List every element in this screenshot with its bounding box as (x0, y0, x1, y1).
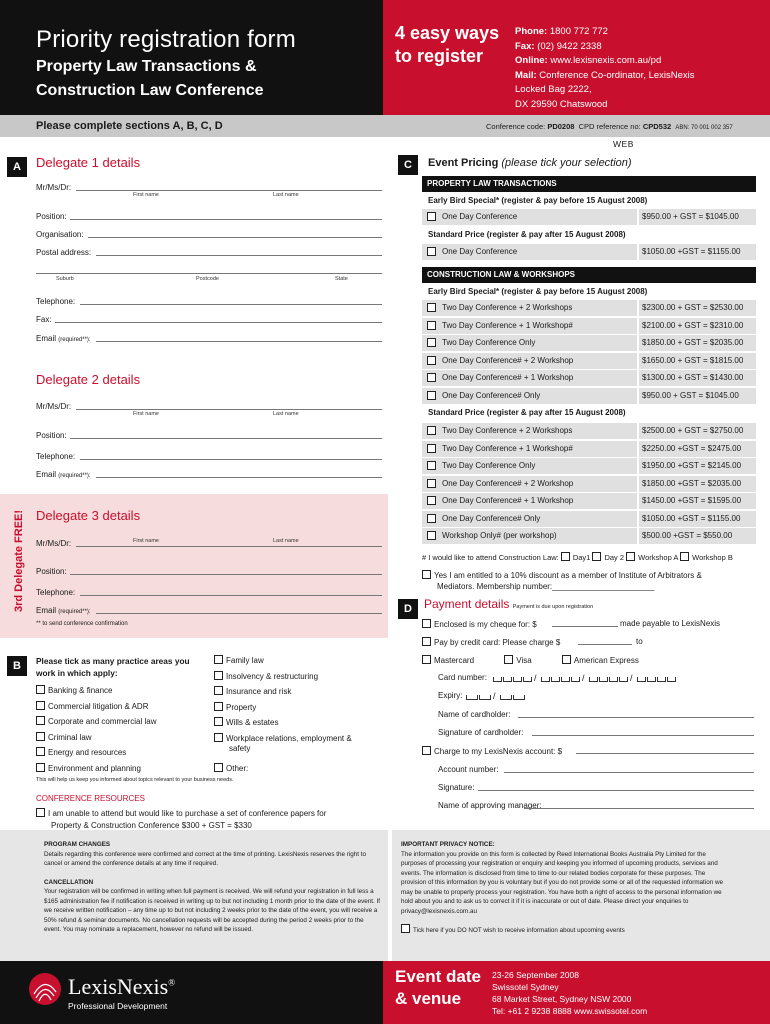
cl-early-name: One Day Conference# + 1 Workshop (442, 373, 574, 382)
resources-option: I am unable to attend but would like to purchase a set of conference papers for Property & Construction Conference $300 + GST = $330 (36, 808, 326, 832)
cl-standard-row[interactable] (422, 441, 756, 457)
plt-header: PROPERTY LAW TRANSACTIONS (422, 176, 756, 192)
practice-area-left-checkbox[interactable] (36, 716, 45, 725)
practice-area-right-item[interactable] (214, 702, 256, 712)
cl-early-price: $1650.00 + GST = $1815.00 (637, 353, 756, 369)
card-option: Pay by credit card: Please charge $ (422, 637, 560, 647)
d3-telephone-field[interactable] (80, 595, 382, 596)
contact-block (515, 25, 765, 112)
cl-early-row[interactable] (422, 353, 756, 369)
practice-area-left-label: Banking & finance (48, 686, 113, 695)
postcode-caption: Postcode (196, 276, 219, 282)
cl-early-row[interactable] (422, 300, 756, 316)
cl-standard-name: One Day Conference# + 2 Workshop (442, 478, 574, 488)
d1-email-label: Email (required**): (36, 334, 91, 343)
section-c-letter: C (398, 155, 418, 175)
approver-label: Name of approving manager: (438, 801, 542, 810)
practice-area-left-checkbox[interactable] (36, 763, 45, 772)
cl-standard-price: $2250.00 +GST = $2475.00 (637, 441, 756, 457)
cardholder-field[interactable] (518, 717, 754, 718)
event-venue: Swissotel Sydney (492, 982, 559, 992)
cl-standard-name: Workshop Only# (per workshop) (442, 531, 557, 540)
cl-standard-checkbox[interactable] (427, 444, 436, 453)
mail-line-2: Locked Bag 2222, (515, 84, 592, 95)
practice-area-left-item[interactable] (36, 685, 113, 695)
practice-area-right-label: Property (226, 702, 257, 712)
cardholder-label: Name of cardholder: (438, 710, 511, 719)
practice-area-right-item[interactable] (214, 655, 264, 665)
card-type-row: Mastercard Visa American Express (422, 655, 639, 665)
ways-line-1: 4 easy ways (395, 23, 500, 43)
state-caption: State (335, 276, 348, 282)
cl-standard-checkbox[interactable] (427, 496, 436, 505)
expiry-slash: / (493, 691, 496, 701)
card-digit-box[interactable] (541, 677, 550, 682)
online-line: Online: www.lexisnexis.com.au/pd (515, 55, 662, 66)
practice-area-left-label: Commercial litigation & ADR (48, 701, 149, 711)
card-slash: / (534, 673, 537, 683)
program-changes: PROGRAM CHANGES Details regarding this conference were confirmed and correct at the time of printing. LexisNexis reserves the right to cancel or amend the conference details at any time if required. CANCELLATION Your registration will be confirmed in writing when full payment is received. We will refund your registration in full less a $165 administration fee if notification is received in writing up to but not including 1 month prior to the date of the event. If we receive written notification – any time up to but not including 2 weeks prior to the date of the event, you will receive a 50% refund & seminar documents. No cancellation requests will be accepted during the period 2 weeks prior to the event. You may nominate a replacement, however no refund will be issued. (44, 841, 381, 933)
card-digit-box[interactable] (657, 677, 666, 682)
expiry-digit-box[interactable] (466, 695, 478, 700)
account-number-field[interactable] (504, 772, 754, 773)
signature-cardholder-label: Signature of cardholder: (438, 728, 524, 737)
practice-area-left-item[interactable] (36, 763, 141, 773)
cheque-checkbox[interactable] (422, 619, 431, 628)
day2-checkbox[interactable] (592, 552, 601, 561)
resources-title: CONFERENCE RESOURCES (36, 794, 145, 803)
cl-standard-price: $1950.00 +GST = $2145.00 (637, 458, 756, 474)
plt-early-name: One Day Conference (442, 212, 518, 221)
practice-area-right-checkbox[interactable] (214, 763, 223, 772)
practice-area-right-label: Other: (226, 764, 249, 773)
phone-line: Phone: 1800 772 772 (515, 26, 608, 37)
instruction-text: Please complete sections A, B, C, D (36, 120, 223, 132)
conference-code-line: Conference code: PD0208 CPD reference no: CPD532 ABN: 70 001 002 357 (486, 122, 733, 131)
conference-subtitle (36, 55, 356, 103)
cl-early-price: $2100.00 + GST = $2310.00 (637, 318, 756, 334)
d2-mr-label: Mr/Ms/Dr: (36, 402, 72, 411)
card-number-label: Card number: (438, 673, 487, 682)
cl-standard-name: One Day Conference# Only (442, 513, 541, 523)
delegate-3-title: Delegate 3 details (36, 508, 141, 523)
card-to: to (636, 637, 643, 646)
practice-area-left-checkbox[interactable] (36, 701, 45, 710)
account-amount-field[interactable] (576, 753, 754, 754)
plt-early-row[interactable] (422, 209, 756, 225)
d3-last-name-caption: Last name (273, 538, 299, 544)
practice-area-left-label: Energy and resources (48, 748, 127, 757)
cl-standard-name: One Day Conference# + 1 Workshop (442, 496, 574, 505)
plt-standard-checkbox[interactable] (427, 247, 436, 256)
cl-early-name: Two Day Conference + 1 Workshop# (442, 320, 573, 330)
practice-area-right-checkbox[interactable] (214, 733, 223, 742)
practice-area-left-item[interactable] (36, 747, 126, 757)
cl-early-label: Early Bird Special* (register & pay before 15 August 2008) (428, 287, 648, 296)
practice-area-left-item[interactable] (36, 732, 92, 742)
practice-area-right-label: Wills & estates (226, 718, 279, 727)
d3-position-label: Position: (36, 567, 67, 576)
card-slash: / (630, 673, 633, 683)
practice-area-right-item[interactable] (214, 686, 291, 696)
practice-area-right-checkbox[interactable] (214, 702, 223, 711)
practice-area-right-checkbox[interactable] (214, 655, 223, 664)
signature-cardholder-field[interactable] (532, 735, 754, 736)
practice-areas-help: This will help us keep you informed about topics relevant to your business needs. (36, 777, 234, 783)
discount-option: Yes I am entitled to a 10% discount as a member of Institute of Arbitrators & Mediators. Membership number:_______________________ (422, 570, 702, 592)
d1-postal-field-2[interactable] (36, 273, 382, 274)
account-checkbox[interactable] (422, 746, 431, 755)
practice-area-left-checkbox[interactable] (36, 747, 45, 756)
practice-area-right-checkbox[interactable] (214, 717, 223, 726)
d3-telephone-label: Telephone: (36, 588, 76, 597)
account-option: Charge to my LexisNexis account: $ (422, 746, 562, 756)
cl-standard-row[interactable] (422, 528, 756, 544)
cl-early-price: $950.00 + GST = $1045.00 (637, 388, 756, 404)
practice-area-right-item[interactable] (214, 671, 318, 681)
cl-standard-price: $500.00 +GST = $550.00 (637, 528, 756, 544)
resources-checkbox[interactable] (36, 808, 45, 817)
practice-area-right-label: Family law (226, 656, 264, 665)
section-d-letter: D (398, 599, 418, 619)
mastercard-checkbox[interactable] (422, 655, 431, 664)
d2-first-name-caption: First name (133, 411, 159, 417)
privacy-notice: IMPORTANT PRIVACY NOTICE: The information you provide on this form is collected by Reed International Books Australia Pty Limited for the purposes of processing your registration or enquiry and keeping you informed of upcoming products, services and events. The information is disclosed from time to time to our related bodies corporate for these purposes. The provision of this information by you is voluntary but if you do not provide some or all of the requested information we may be unable to properly process your registration. You have both a right of access to the personal information we hold about you and to ask us to correct it if it is inaccurate or out of date. Please direct your enquiries to privacy@lexisnexis.com.au Tick here if you DO NOT wish to receive information about upcoming events (401, 841, 724, 934)
d1-position-label: Position: (36, 212, 67, 221)
event-contact: Tel: +61 2 9238 8888 www.swissotel.com (492, 1006, 648, 1016)
cl-early-checkbox[interactable] (427, 373, 436, 382)
d1-postal-label: Postal address: (36, 248, 92, 257)
online-link[interactable]: www.lexisnexis.com.au/pd (550, 55, 662, 66)
plt-standard-label: Standard Price (register & pay after 15 August 2008) (428, 230, 626, 239)
practice-area-right-checkbox[interactable] (214, 671, 223, 680)
plt-standard-name: One Day Conference (442, 247, 518, 256)
form-title: Priority registration form (36, 26, 296, 53)
card-digit-box[interactable] (503, 677, 512, 682)
cl-standard-label: Standard Price (register & pay after 15 August 2008) (428, 408, 626, 417)
d1-telephone-field[interactable] (80, 304, 382, 305)
event-pricing-title: Event Pricing (please tick your selection) (428, 157, 632, 169)
cl-standard-row[interactable] (422, 511, 756, 527)
card-digit-box[interactable] (493, 677, 502, 682)
plt-standard-row[interactable] (422, 244, 756, 260)
d3-position-field[interactable] (70, 574, 382, 575)
d1-organisation-field[interactable] (88, 237, 382, 238)
fax-line: Fax: (02) 9422 2338 (515, 40, 602, 52)
cl-early-row[interactable] (422, 370, 756, 386)
cl-standard-name: Two Day Conference + 2 Workshops (442, 426, 573, 435)
practice-area-left-label: Criminal law (48, 732, 92, 742)
d3-name-field[interactable] (76, 546, 382, 547)
workshop-a-checkbox[interactable] (626, 552, 635, 561)
signature-label: Signature: (438, 783, 475, 792)
cl-early-row[interactable] (422, 335, 756, 351)
plt-early-label: Early Bird Special* (register & pay before 15 August 2008) (428, 196, 648, 205)
cl-early-price: $2300.00 + GST = $2530.00 (637, 300, 756, 316)
cl-early-price: $1850.00 + GST = $2035.00 (637, 335, 756, 351)
d1-fax-field[interactable] (55, 322, 382, 323)
expiry-label: Expiry: (438, 691, 463, 700)
cheque-option: Enclosed is my cheque for: $ (422, 619, 537, 629)
cl-early-checkbox[interactable] (427, 338, 436, 347)
card-digit-box[interactable] (561, 677, 570, 682)
cl-header: CONSTRUCTION LAW & WORKSHOPS (422, 267, 756, 283)
workshop-b-checkbox[interactable] (680, 552, 689, 561)
cl-standard-row[interactable] (422, 493, 756, 509)
cl-early-checkbox[interactable] (427, 356, 436, 365)
attend-options: # I would like to attend Construction Law: Day1 Day 2 Workshop A Workshop B (422, 553, 733, 562)
visa-checkbox[interactable] (504, 655, 513, 664)
d1-telephone-label: Telephone: (36, 297, 76, 306)
delegate-2-title: Delegate 2 details (36, 372, 141, 387)
practice-area-right-item[interactable] (229, 744, 250, 753)
cl-standard-checkbox[interactable] (427, 426, 436, 435)
d1-mr-label: Mr/Ms/Dr: (36, 183, 72, 192)
d1-last-name-caption: Last name (273, 192, 299, 198)
cl-standard-checkbox[interactable] (427, 514, 436, 523)
ways-to-register (395, 22, 510, 68)
third-delegate-free-label: 3rd Delegate FREE! (13, 509, 25, 613)
header-banner (0, 0, 770, 115)
cl-standard-row[interactable] (422, 423, 756, 439)
d2-last-name-caption: Last name (273, 411, 299, 417)
cl-early-checkbox[interactable] (427, 321, 436, 330)
d1-postal-field[interactable] (96, 255, 382, 256)
d2-position-label: Position: (36, 431, 67, 440)
cl-early-name: One Day Conference# Only (442, 390, 541, 400)
day1-checkbox[interactable] (561, 552, 570, 561)
practice-area-left-item[interactable] (36, 701, 148, 711)
practice-area-right-item[interactable] (214, 717, 278, 727)
practice-area-right-label: Insurance and risk (226, 687, 292, 696)
d1-fax-label: Fax: (36, 315, 52, 324)
d2-email-label: Email (required**): (36, 470, 91, 479)
d1-position-field[interactable] (70, 219, 382, 220)
approver-field[interactable] (524, 808, 754, 809)
plt-early-price: $950.00 + GST = $1045.00 (637, 209, 756, 225)
card-digit-box[interactable] (551, 677, 560, 682)
cl-early-checkbox[interactable] (427, 391, 436, 400)
card-digit-box[interactable] (667, 677, 676, 682)
web-label: WEB (613, 139, 634, 149)
cl-early-row[interactable] (422, 318, 756, 334)
mail-line: Mail: Conference Co-ordinator, LexisNexis (515, 69, 695, 81)
practice-area-right-label: Insolvency & restructuring (226, 671, 319, 681)
cl-early-name: Two Day Conference Only (442, 338, 536, 347)
section-b-letter: B (7, 656, 27, 676)
payment-title: Payment details Payment is due upon registration (424, 597, 594, 611)
practice-area-left-checkbox[interactable] (36, 732, 45, 741)
d1-email-field[interactable] (96, 341, 382, 342)
card-checkbox[interactable] (422, 637, 431, 646)
subtitle-line-1: Property Law Transactions & (36, 58, 257, 75)
card-digit-box[interactable] (513, 677, 522, 682)
event-address: 68 Market Street, Sydney NSW 2000 (492, 994, 632, 1004)
cl-early-checkbox[interactable] (427, 303, 436, 312)
cl-standard-name: Two Day Conference Only (442, 461, 536, 470)
plt-standard-price: $1050.00 +GST = $1155.00 (637, 244, 756, 260)
delegate-1-title: Delegate 1 details (36, 155, 141, 170)
event-date: 23-26 September 2008 (492, 970, 579, 980)
cl-standard-checkbox[interactable] (427, 479, 436, 488)
card-digit-box[interactable] (589, 677, 598, 682)
email-footnote: ** to send conference confirmation (36, 621, 128, 627)
practice-area-left-checkbox[interactable] (36, 685, 45, 694)
d2-telephone-label: Telephone: (36, 452, 76, 461)
card-digit-box[interactable] (619, 677, 628, 682)
card-digit-box[interactable] (637, 677, 646, 682)
cl-standard-row[interactable] (422, 458, 756, 474)
brand-name: LexisNexis® (68, 974, 176, 999)
cl-standard-checkbox[interactable] (427, 461, 436, 470)
ways-line-2: to register (395, 46, 484, 66)
d1-name-field[interactable] (76, 190, 382, 191)
practice-area-right-item[interactable] (214, 763, 248, 773)
cl-standard-row[interactable] (422, 476, 756, 492)
d3-email-field[interactable] (96, 613, 382, 614)
practice-area-right-label: Workplace relations, employment & (226, 733, 352, 743)
card-digit-box[interactable] (571, 677, 580, 682)
practice-areas-prompt: Please tick as many practice areas you work in which apply: (36, 656, 190, 678)
section-a-letter: A (7, 157, 27, 177)
practice-area-left-item[interactable] (36, 716, 157, 726)
event-info (492, 969, 647, 1017)
cheque-payable: made payable to LexisNexis (620, 619, 721, 628)
card-amount-field[interactable] (578, 644, 632, 645)
d2-email-field[interactable] (96, 477, 382, 478)
cl-standard-name: Two Day Conference + 1 Workshop# (442, 443, 573, 453)
account-number-label: Account number: (438, 765, 499, 774)
cl-standard-price: $1450.00 +GST = $1595.00 (637, 493, 756, 509)
card-digit-box[interactable] (647, 677, 656, 682)
expiry-digit-box[interactable] (500, 695, 512, 700)
practice-area-right-checkbox[interactable] (214, 686, 223, 695)
cl-standard-checkbox[interactable] (427, 531, 436, 540)
card-digit-box[interactable] (609, 677, 618, 682)
cheque-amount-field[interactable] (552, 626, 618, 627)
suburb-caption: Suburb (56, 276, 74, 282)
card-digit-box[interactable] (523, 677, 532, 682)
amex-checkbox[interactable] (562, 655, 571, 664)
cl-early-price: $1300.00 + GST = $1430.00 (637, 370, 756, 386)
d3-mr-label: Mr/Ms/Dr: (36, 539, 72, 548)
d3-email-label: Email (required**): (36, 606, 91, 615)
expiry-digit-box[interactable] (479, 695, 491, 700)
d1-organisation-label: Organisation: (36, 230, 84, 239)
plt-early-checkbox[interactable] (427, 212, 436, 221)
cl-standard-price: $1850.00 +GST = $2035.00 (637, 476, 756, 492)
cl-standard-price: $1050.00 +GST = $1155.00 (637, 511, 756, 527)
d2-name-field[interactable] (76, 409, 382, 410)
d2-position-field[interactable] (70, 438, 382, 439)
lexisnexis-logo-icon (28, 972, 62, 1006)
practice-area-left-label: Corporate and commercial law (48, 717, 157, 726)
event-date-venue-title: Event date & venue (395, 967, 481, 1008)
discount-checkbox[interactable] (422, 570, 431, 579)
practice-area-right-item[interactable] (214, 733, 352, 743)
signature-field[interactable] (478, 790, 754, 791)
d2-telephone-field[interactable] (80, 459, 382, 460)
cl-early-row[interactable] (422, 388, 756, 404)
subtitle-line-2: Construction Law Conference (36, 82, 264, 99)
d3-first-name-caption: First name (133, 538, 159, 544)
instruction-bar (0, 115, 770, 137)
expiry-digit-box[interactable] (513, 695, 525, 700)
mail-line-3: DX 29590 Chatswood (515, 98, 608, 110)
d1-first-name-caption: First name (133, 192, 159, 198)
practice-area-right-label: safety (229, 743, 251, 753)
card-digit-box[interactable] (599, 677, 608, 682)
cl-early-name: One Day Conference# + 2 Workshop (442, 355, 574, 365)
brand-division: Professional Development (68, 1001, 168, 1011)
cl-early-name: Two Day Conference + 2 Workshops (442, 303, 573, 312)
cl-standard-price: $2500.00 + GST = $2750.00 (637, 423, 756, 439)
card-slash: / (582, 673, 585, 683)
optout-checkbox[interactable] (401, 924, 410, 933)
practice-area-left-label: Environment and planning (48, 763, 141, 773)
